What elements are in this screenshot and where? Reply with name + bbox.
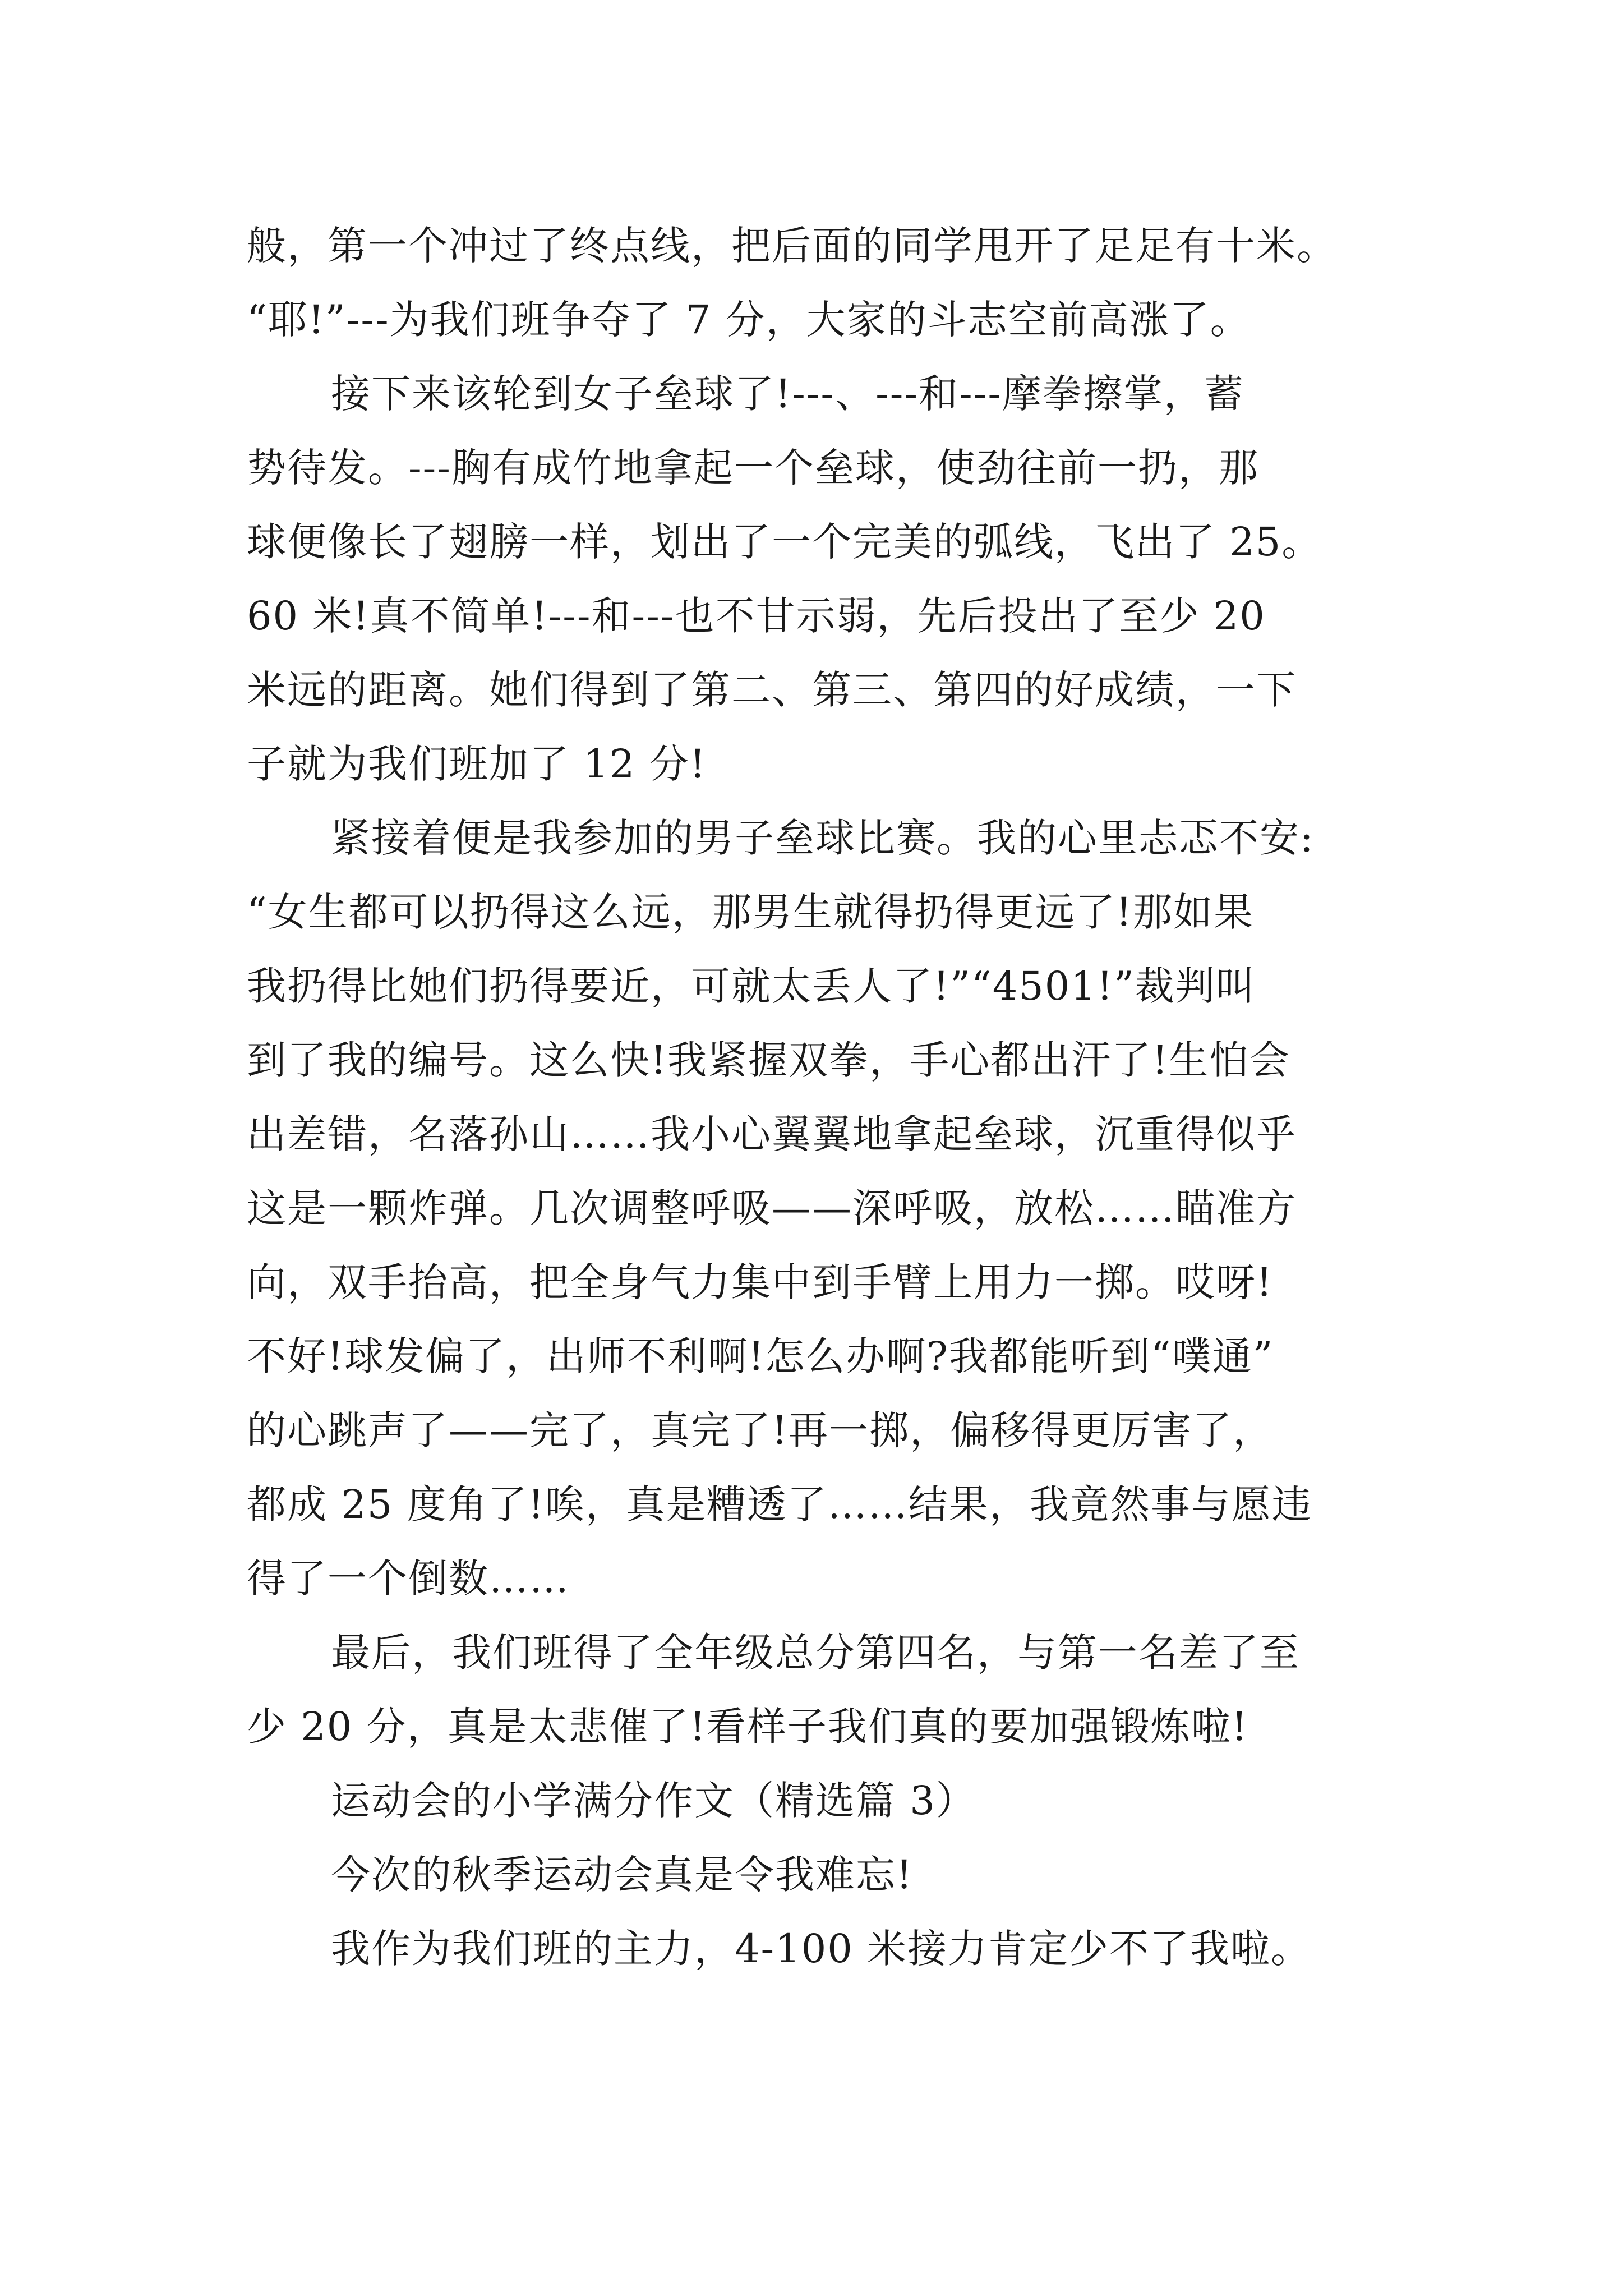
text-line: 到了我的编号。这么快!我紧握双拳，手心都出汗了!生怕会: [247, 1037, 1290, 1083]
text-line: 今次的秋季运动会真是令我难忘!: [331, 1852, 914, 1898]
text-line: 向，双手抬高，把全身气力集中到手臂上用力一掷。哎呀!: [247, 1259, 1274, 1305]
text-line: 紧接着便是我参加的男子垒球比赛。我的心里忐忑不安:: [331, 815, 1315, 861]
text-line: 的心跳声了——完了，真完了!再一掷，偏移得更厉害了，: [247, 1407, 1274, 1453]
text-line: 这是一颗炸弹。几次调整呼吸——深呼吸，放松……瞄准方: [247, 1185, 1297, 1231]
text-line: 不好!球发偏了，出师不利啊!怎么办啊?我都能听到“噗通”: [247, 1333, 1274, 1379]
text-line: 都成 25 度角了!唉，真是糟透了……结果，我竟然事与愿违: [247, 1481, 1312, 1527]
text-line: 般，第一个冲过了终点线，把后面的同学甩开了足足有十米。: [247, 223, 1337, 269]
text-line: 60 米!真不简单!---和---也不甘示弱，先后投出了至少 20: [247, 593, 1266, 639]
text-line: 运动会的小学满分作文（精选篇 3）: [331, 1778, 976, 1824]
body-text: [247, 209, 1419, 1986]
text-line: “耶!”---为我们班争夺了 7 分，大家的斗志空前高涨了。: [247, 297, 1251, 343]
text-line: 得了一个倒数……: [247, 1556, 570, 1602]
text-line: 接下来该轮到女子垒球了!---、---和---摩拳擦掌，蓄: [331, 371, 1244, 417]
text-line: 最后，我们班得了全年级总分第四名，与第一名差了至: [331, 1630, 1300, 1676]
text-line: 势待发。---胸有成竹地拿起一个垒球，使劲往前一扔，那: [247, 445, 1259, 491]
text-line: 米远的距离。她们得到了第二、第三、第四的好成绩，一下: [247, 667, 1297, 713]
text-line: 我扔得比她们扔得要近，可就太丢人了!”“4501!”裁判叫: [247, 963, 1256, 1009]
text-line: 子就为我们班加了 12 分!: [247, 741, 707, 787]
text-line: 出差错，名落孙山……我小心翼翼地拿起垒球，沉重得似乎: [247, 1111, 1297, 1157]
text-line: 少 20 分，真是太悲催了!看样子我们真的要加强锻炼啦!: [247, 1704, 1248, 1750]
text-line: 球便像长了翅膀一样，划出了一个完美的弧线，飞出了 25。: [247, 519, 1322, 565]
text-line: 我作为我们班的主力，4-100 米接力肯定少不了我啦。: [331, 1926, 1312, 1972]
text-line: “女生都可以扔得这么远，那男生就得扔得更远了!那如果: [247, 889, 1254, 935]
